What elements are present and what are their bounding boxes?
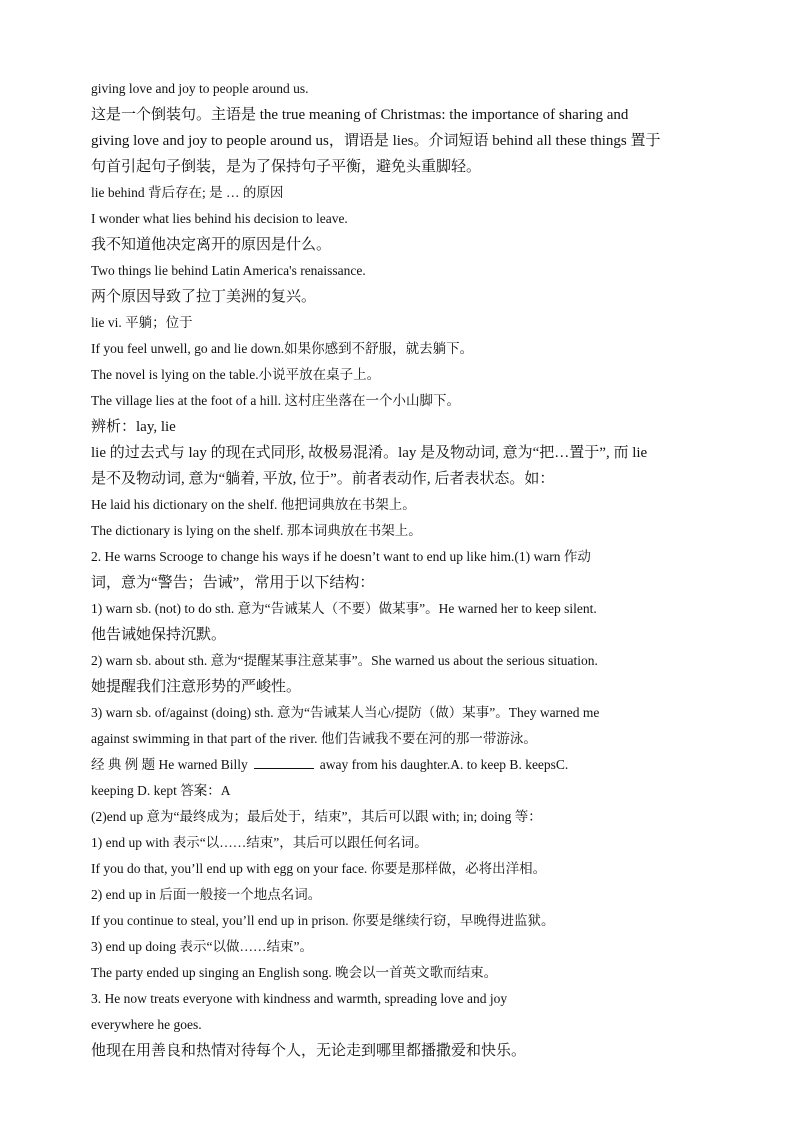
text-line: 3) end up doing 表示“以做……结束”。 bbox=[91, 939, 313, 954]
text-line: 句首引起句子倒装，是为了保持句子平衡，避免头重脚轻。 bbox=[91, 159, 482, 175]
text-line: 她提醒我们注意形势的严峻性。 bbox=[91, 679, 302, 695]
text-line: He laid his dictionary on the shelf. 他把词典放在书架上。 bbox=[91, 497, 416, 512]
example-question: 经 典 例 题 He warned Billy bbox=[91, 757, 248, 772]
text-line: everywhere he goes. bbox=[91, 1017, 202, 1032]
text-line: giving love and joy to people around us. bbox=[91, 81, 309, 96]
text-line: 3) warn sb. of/against (doing) sth. 意为“告诫某人当心/提防（做）某事”。They warned me bbox=[91, 705, 600, 720]
text-line: lie vi. 平躺；位于 bbox=[91, 315, 193, 330]
text-line: I wonder what lies behind his decision to leave. bbox=[91, 211, 348, 226]
text-line: 1) end up with 表示“以……结束”，其后可以跟任何名词。 bbox=[91, 835, 428, 850]
example-line bbox=[91, 752, 703, 778]
text-line: 他告诫她保持沉默。 bbox=[91, 627, 227, 643]
text-line: 是不及物动词, 意为“躺着, 平放, 位于”。前者表动作, 后者表状态。如： bbox=[91, 471, 555, 487]
example-options: away from his daughter.A. to keep B. keepsC. bbox=[319, 757, 569, 772]
text-line: 辨析：lay, lie bbox=[91, 419, 176, 435]
text-line: The dictionary is lying on the shelf. 那本词典放在书架上。 bbox=[91, 523, 422, 538]
text-line: lie behind 背后存在; 是 … 的原因 bbox=[91, 185, 284, 200]
text-line: Two things lie behind Latin America's renaissance. bbox=[91, 263, 366, 278]
text-line: 两个原因导致了拉丁美洲的复兴。 bbox=[91, 289, 317, 305]
text-line: 2) end up in 后面一般接一个地点名词。 bbox=[91, 887, 322, 902]
text-line: 2) warn sb. about sth. 意为“提醒某事注意某事”。She warned us about the serious situation. bbox=[91, 653, 598, 668]
text-line: 他现在用善良和热情对待每个人，无论走到哪里都播撒爱和快乐。 bbox=[91, 1043, 527, 1059]
text-line: giving love and joy to people around us，谓语是 lies。介词短语 behind all these things 置于 bbox=[91, 133, 661, 149]
text-line: 词，意为“警告；告诫”，常用于以下结构： bbox=[91, 575, 375, 591]
text-line: The party ended up singing an English song. 晚会以一首英文歌而结束。 bbox=[91, 965, 498, 980]
text-line: If you feel unwell, go and lie down.如果你感到不舒服，就去躺下。 bbox=[91, 341, 474, 356]
text-line: against swimming in that part of the river. 他们告诫我不要在河的那一带游泳。 bbox=[91, 731, 537, 746]
text-line: The novel is lying on the table.小说平放在桌子上。 bbox=[91, 367, 381, 382]
answer-blank bbox=[254, 754, 314, 769]
text-line: If you continue to steal, you’ll end up in prison. 你要是继续行窃，早晚得进监狱。 bbox=[91, 913, 555, 928]
text-line: 3. He now treats everyone with kindness and warmth, spreading love and joy bbox=[91, 991, 508, 1006]
text-line: (2)end up 意为“最终成为；最后处于，结束”，其后可以跟 with; in; doing 等： bbox=[91, 809, 542, 824]
text-line: The village lies at the foot of a hill. 这村庄坐落在一个小山脚下。 bbox=[91, 393, 460, 408]
document-body bbox=[91, 76, 703, 1064]
text-line: 我不知道他决定离开的原因是什么。 bbox=[91, 237, 332, 253]
text-line: lie 的过去式与 lay 的现在式同形, 故极易混淆。lay 是及物动词, 意为“把…置于”, 而 lie bbox=[91, 445, 648, 461]
text-line: 这是一个倒装句。主语是 the true meaning of Christmas: the importance of sharing and bbox=[91, 107, 629, 123]
text-line: 2. He warns Scrooge to change his ways if he doesn’t want to end up like him.(1) warn 作动 bbox=[91, 549, 591, 564]
text-line: If you do that, you’ll end up with egg on your face. 你要是那样做，必将出洋相。 bbox=[91, 861, 547, 876]
text-line: keeping D. kept 答案：A bbox=[91, 783, 231, 798]
text-line: 1) warn sb. (not) to do sth. 意为“告诫某人（不要）做某事”。He warned her to keep silent. bbox=[91, 601, 597, 616]
